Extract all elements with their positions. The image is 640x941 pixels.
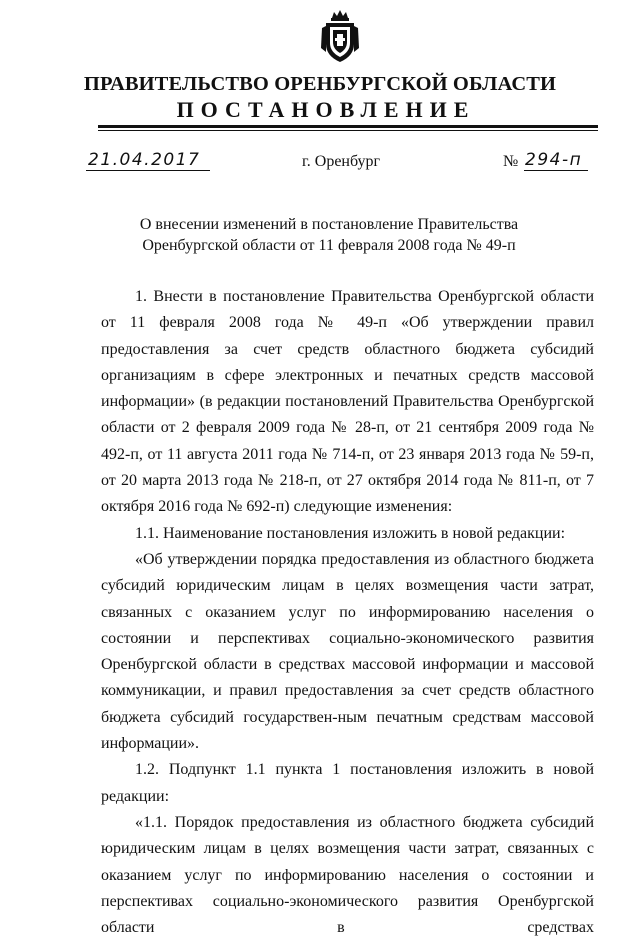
- header-rule-thin: [98, 130, 598, 131]
- paragraph-4: 1.2. Подпункт 1.1 пункта 1 постановления изложить в новой редакции:: [101, 761, 594, 805]
- paragraph-5: «1.1. Порядок предоставления из областного бюджета субсидий юридическим лицам в целях возмещения части затрат, связанных с оказанием услуг по информированию населения о состоянии и перспективах социально-экономического развития Оренбургской области в средствах: [101, 813, 594, 937]
- header-rule-thick: [98, 125, 598, 128]
- document-body: [101, 284, 594, 941]
- number-underline: [524, 170, 588, 171]
- government-name: ПРАВИТЕЛЬСТВО ОРЕНБУРГСКОЙ ОБЛАСТИ: [83, 73, 557, 95]
- document-title: [120, 214, 538, 256]
- paragraph-1: 1. Внести в постановление Правительства Оренбургской области от 11 февраля 2008 года № 49-п «Об утверждении правил предоставления за счет средств областного бюджета субсидий организациям в сфере электронных и печатных средств массовой информации» (в редакции постановлений Правительства Оренбургской области от 2 февраля 2009 года № 28-п, от 21 сентября 2009 года № 492-п, от 11 августа 2011 года № 714-п, от 23 января 2013 года № 59-п, от 20 марта 2013 года № 218-п, от 27 октября 2014 года № 811-п, от 7 октября 2016 года № 692-п) следующие изменения:: [101, 288, 594, 516]
- title-line-2: Оренбургской области от 11 февраля 2008 года № 49-п: [142, 237, 516, 254]
- document-type: ПОСТАНОВЛЕНИЕ: [176, 97, 476, 122]
- coat-of-arms-icon: [318, 8, 362, 66]
- paragraph-2: 1.1. Наименование постановления изложить в новой редакции:: [135, 524, 566, 542]
- title-line-1: О внесении изменений в постановление Правительства: [139, 216, 519, 233]
- document-number: 294-п: [525, 150, 583, 170]
- document-date: 21.04.2017: [88, 150, 201, 170]
- paragraph-3: «Об утверждении порядка предоставления из областного бюджета субсидий юридическим лицам в целях возмещения части затрат, связанных с оказанием услуг по информированию населения о состоянии и перспективах социально-экономического развития Оренбургской области в средствах массовой информации и массовой коммуникации, и правил предоставления за счет средств областного бюджета субсидий государствен-ным печатным средствам массовой информации».: [101, 550, 594, 753]
- date-underline: [86, 170, 210, 171]
- number-label: №: [503, 153, 519, 170]
- city: г. Оренбург: [302, 153, 381, 170]
